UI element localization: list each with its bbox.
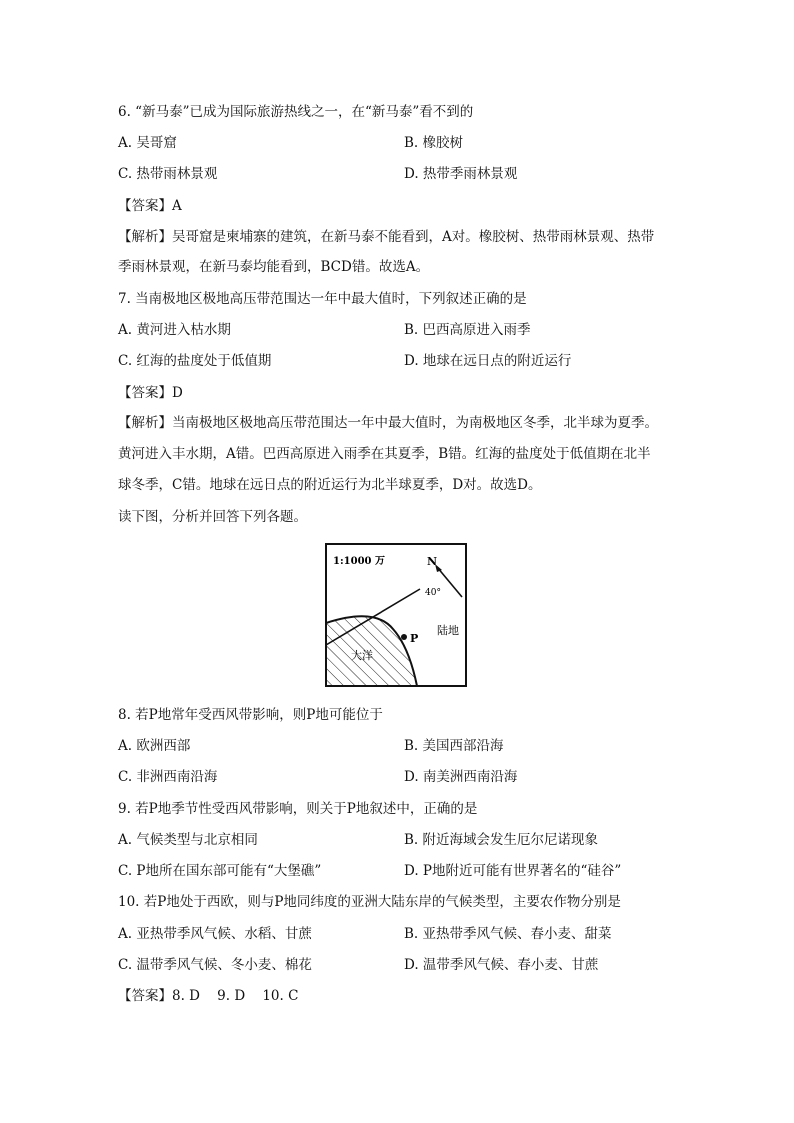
- q10-stem: 10. 若P地处于西欧，则与P地同纬度的亚洲大陆东岸的气候类型，主要农作物分别是: [118, 894, 621, 910]
- map-p-label: P: [410, 632, 419, 645]
- q6-stem: 6. “新马泰”已成为国际旅游热线之一，在“新马泰”看不到的: [118, 104, 474, 120]
- q7-answer: 【答案】D: [118, 385, 183, 401]
- q6-analysis-line-2: 季雨林景观，在新马泰均能看到，BCD错。故选A。: [118, 259, 430, 275]
- q7-analysis-line-1: 【解析】当南极地区极地高压带范围达一年中最大值时，为南极地区冬季，北半球为夏季。: [118, 415, 658, 431]
- q6-option-c: C. 热带雨林景观: [118, 166, 218, 182]
- q6-analysis-line-1: 【解析】吴哥窟是柬埔寨的建筑，在新马泰不能看到，A对。橡胶树、热带雨林景观、热带: [118, 229, 655, 245]
- q7-stem: 7. 当南极地区极地高压带范围达一年中最大值时，下列叙述正确的是: [118, 291, 527, 307]
- q10-option-d: D. 温带季风气候、春小麦、甘蔗: [404, 957, 599, 973]
- map-figure: [325, 543, 467, 687]
- q9-option-a: A. 气候类型与北京相同: [118, 832, 258, 848]
- q6-option-d: D. 热带季雨林景观: [404, 166, 518, 182]
- q8-option-c: C. 非洲西南沿海: [118, 769, 218, 785]
- q9-option-c: C. P地所在国东部可能有“大堡礁”: [118, 863, 322, 879]
- p-point: [401, 634, 407, 640]
- q8-option-b: B. 美国西部沿海: [404, 738, 504, 754]
- q9-option-b: B. 附近海域会发生厄尔尼诺现象: [404, 832, 599, 848]
- q7-analysis-line-2: 黄河进入丰水期，A错。巴西高原进入雨季在其夏季，B错。红海的盐度处于低值期在北半: [118, 446, 651, 462]
- map-scale: 1:1000 万: [333, 556, 385, 567]
- map-land-label: 陆地: [437, 624, 459, 637]
- q10-option-a: A. 亚热带季风气候、水稻、甘蔗: [118, 926, 312, 942]
- final-answer: 【答案】8. D 9. D 10. C: [118, 988, 299, 1004]
- q9-option-d: D. P地附近可能有世界著名的“硅谷”: [404, 863, 622, 879]
- q6-option-b: B. 橡胶树: [404, 135, 464, 151]
- map-north-label: N: [427, 555, 438, 568]
- q10-option-c: C. 温带季风气候、冬小麦、棉花: [118, 957, 312, 973]
- q6-option-a: A. 吴哥窟: [118, 135, 177, 151]
- q10-option-b: B. 亚热带季风气候、春小麦、甜菜: [404, 926, 612, 942]
- q7-option-b: B. 巴西高原进入雨季: [404, 322, 531, 338]
- q7-analysis-line-3: 球冬季，C错。地球在远日点的附近运行为北半球夏季，D对。故选D。: [118, 477, 542, 493]
- q8-option-a: A. 欧洲西部: [118, 738, 191, 754]
- q7-option-d: D. 地球在远日点的附近运行: [404, 353, 572, 369]
- figure-intro: 读下图，分析并回答下列各题。: [118, 509, 307, 525]
- map-svg: [325, 543, 467, 687]
- q7-option-a: A. 黄河进入枯水期: [118, 322, 231, 338]
- q7-option-c: C. 红海的盐度处于低值期: [118, 353, 272, 369]
- q9-stem: 9. 若P地季节性受西风带影响，则关于P地叙述中，正确的是: [118, 801, 478, 817]
- q8-option-d: D. 南美洲西南沿海: [404, 769, 518, 785]
- q8-stem: 8. 若P地常年受西风带影响，则P地可能位于: [118, 707, 383, 723]
- map-ocean-label: 大洋: [351, 649, 373, 662]
- q6-answer: 【答案】A: [118, 198, 182, 214]
- map-angle-label: 40°: [425, 588, 441, 598]
